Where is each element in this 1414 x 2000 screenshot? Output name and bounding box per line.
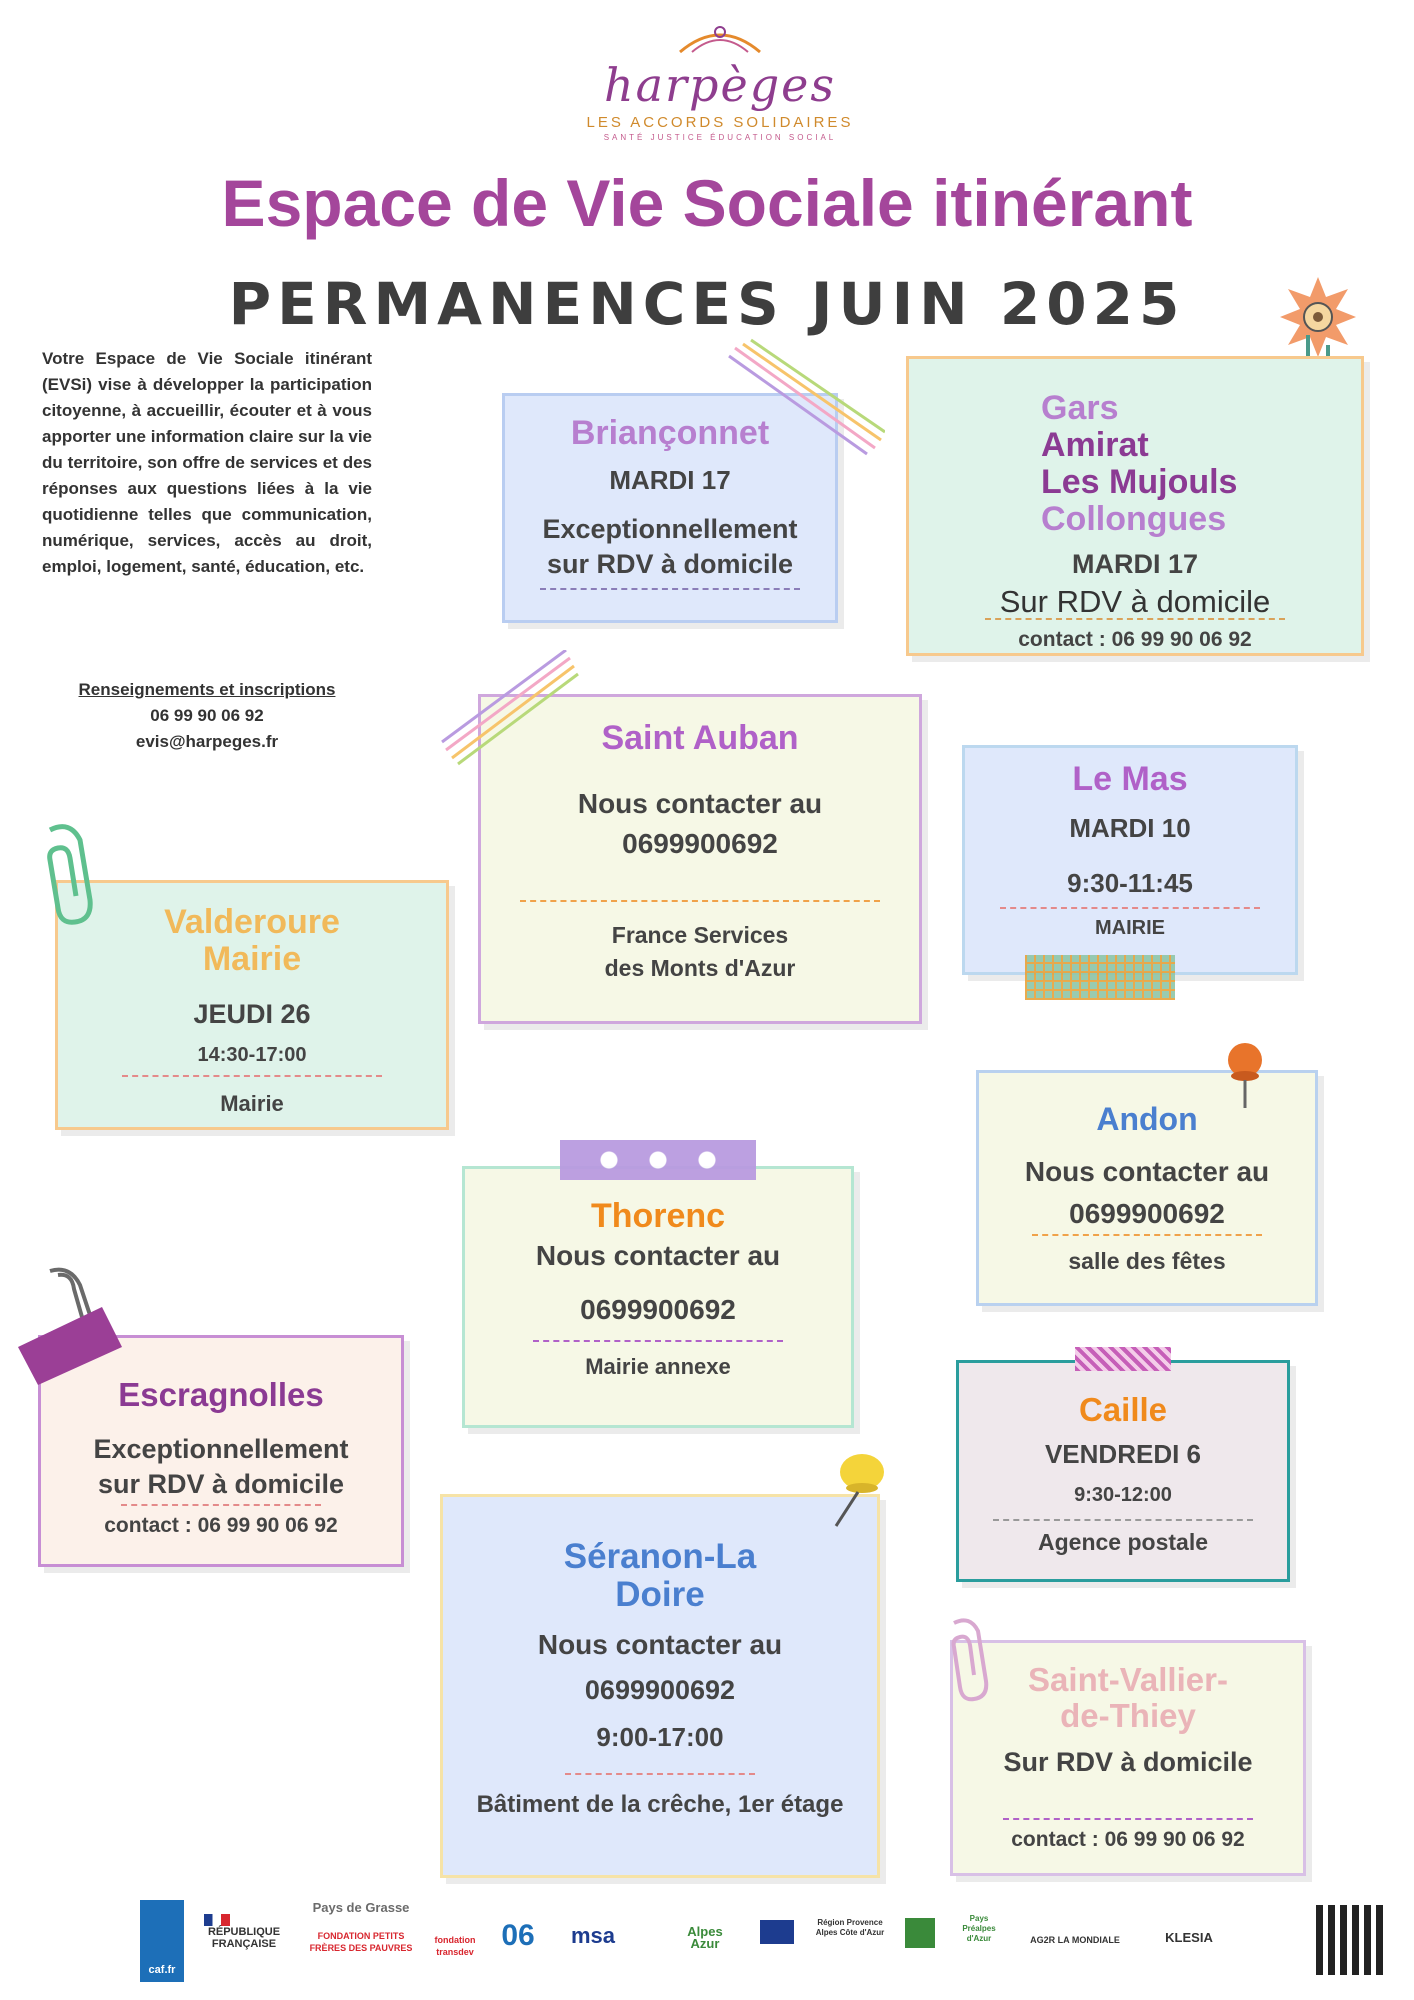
- divider: [1003, 1818, 1253, 1820]
- card-valderoure: [55, 880, 449, 1130]
- divider: [1000, 907, 1260, 909]
- card-place: salle des fêtes: [1068, 1248, 1226, 1274]
- card-title: Doire: [615, 1575, 705, 1614]
- card-title: Saint-Vallier-: [1028, 1661, 1228, 1698]
- card-line: des Monts d'Azur: [604, 955, 796, 981]
- pays-grasse-label: Pays de Grasse: [312, 1900, 410, 1915]
- republique-logo: [204, 1914, 284, 1950]
- card-title: Briançonnet: [570, 414, 770, 452]
- divider: [565, 1773, 755, 1775]
- card-gars: [906, 356, 1364, 656]
- divider: [533, 1340, 783, 1342]
- card-title: Saint Auban: [601, 719, 799, 757]
- card-title: Les Mujouls: [1041, 463, 1238, 501]
- harpeges-logo: [560, 10, 880, 150]
- card-line: 0699900692: [622, 828, 778, 859]
- paperclip-icon: [940, 1615, 1000, 1705]
- paperclip-icon: [30, 820, 100, 930]
- card-caille: [956, 1360, 1290, 1582]
- card-time: 9:00-17:00: [596, 1722, 724, 1752]
- card-place: Bâtiment de la crêche, 1er étage: [476, 1791, 844, 1818]
- fondation-transdev-logo: fondation transdev: [434, 1935, 476, 1957]
- card-time: 9:30-12:00: [1074, 1484, 1172, 1506]
- card-line: Nous contacter au: [537, 1629, 783, 1660]
- card-saint-vallier: [950, 1640, 1306, 1876]
- card-title: Valderoure: [164, 903, 340, 941]
- leader-logo-icon: [905, 1918, 935, 1948]
- card-day: JEUDI 26: [193, 999, 311, 1029]
- card-place: MAIRIE: [1095, 917, 1165, 939]
- card-contact: contact : 06 99 90 06 92: [1011, 1828, 1245, 1851]
- card-title: de-Thiey: [1060, 1697, 1196, 1734]
- card-line: Nous contacter au: [1024, 1156, 1270, 1187]
- msa-logo: msa: [570, 1923, 616, 1948]
- divider: [540, 588, 800, 590]
- divider: [1032, 1234, 1262, 1236]
- card-title: Collongues: [1041, 500, 1227, 538]
- card-thorenc: [462, 1166, 854, 1428]
- petits-freres-label: FONDATION PETITS FRÈRES DES PAUVRES: [309, 1931, 413, 1953]
- card-title: Gars: [1041, 389, 1119, 427]
- yellow-pushpin-icon: [822, 1450, 892, 1530]
- card-line: Exceptionnellement: [93, 1434, 349, 1464]
- card-title: Amirat: [1041, 426, 1149, 464]
- card-seranon: [440, 1494, 880, 1878]
- eu-flag-icon: [760, 1920, 794, 1944]
- card-line: 0699900692: [584, 1675, 736, 1705]
- card-line: Sur RDV à domicile: [999, 584, 1271, 619]
- washi-tape: [1075, 1347, 1171, 1371]
- page-title: Espace de Vie Sociale itinérant: [221, 166, 1193, 240]
- card-title: Caille: [1078, 1391, 1168, 1428]
- washi-tape: [1025, 955, 1175, 1000]
- contact-info: [42, 677, 372, 755]
- caf-label: caf.fr: [148, 1964, 176, 1976]
- departement-logo: 06: [501, 1919, 535, 1952]
- qr-code[interactable]: [1316, 1905, 1386, 1975]
- pays-prealpes-logo: Pays Préalpes d'Azur: [962, 1914, 996, 1943]
- card-line: Sur RDV à domicile: [1003, 1747, 1253, 1777]
- pays-grasse-logo: [306, 1902, 416, 1954]
- sun-logo-icon: [670, 18, 770, 54]
- card-contact: contact : 06 99 90 06 92: [104, 1514, 338, 1537]
- card-line: 0699900692: [580, 1294, 736, 1325]
- card-place: Mairie: [220, 1091, 284, 1116]
- card-line: Exceptionnellement: [542, 514, 798, 544]
- logo-tagline: LES ACCORDS SOLIDAIRES: [586, 114, 854, 131]
- klesia-logo: KLESIA: [1165, 1930, 1213, 1945]
- republique-label: RÉPUBLIQUE FRANÇAISE: [207, 1926, 281, 1950]
- info-phone: 06 99 90 06 92: [150, 706, 264, 725]
- card-line: Nous contacter au: [535, 1240, 781, 1271]
- card-title: Mairie: [202, 940, 302, 978]
- rainbow-stripes-icon: [725, 338, 885, 458]
- divider: [993, 1519, 1253, 1521]
- region-logo: Région Provence Alpes Côte d'Azur: [815, 1918, 885, 1937]
- ag2r-logo: AG2R LA MONDIALE: [1030, 1935, 1120, 1945]
- card-title: Escragnolles: [118, 1376, 324, 1413]
- card-day: MARDI 10: [1069, 813, 1191, 843]
- card-line: Nous contacter au: [577, 788, 823, 819]
- divider: [520, 900, 880, 902]
- card-title: Séranon-La: [563, 1537, 757, 1576]
- partner-logos: [130, 1900, 1390, 1985]
- info-email[interactable]: evis@harpeges.fr: [135, 732, 279, 751]
- intro-text: Votre Espace de Vie Sociale itinérant (EVSi) vise à développer la participation citoyenne, à accueillir, écouter et à vous apporter une information claire sur la vie du territoire, son offre de services et des réponses aux questions liées à la vie quotidienne telles que communication, numérique, services, accès au droit, emploi, logement, santé, éducation, etc.: [42, 349, 372, 576]
- binder-clip-icon: [10, 1265, 130, 1385]
- pushpin-icon: [1220, 1040, 1270, 1110]
- card-place: Agence postale: [1038, 1529, 1208, 1555]
- card-line: sur RDV à domicile: [97, 1469, 345, 1499]
- page-subtitle: PERMANENCES JUIN 2025: [228, 270, 1186, 338]
- card-time: 14:30-17:00: [197, 1044, 307, 1066]
- card-contact: contact : 06 99 90 06 92: [1018, 628, 1252, 651]
- card-day: MARDI 17: [1071, 549, 1199, 579]
- card-line: sur RDV à domicile: [546, 549, 794, 579]
- card-line: 0699900692: [1069, 1198, 1225, 1229]
- card-place: Mairie annexe: [585, 1354, 731, 1379]
- card-day: MARDI 17: [609, 465, 731, 495]
- washi-tape: [560, 1140, 756, 1180]
- logo-word: harpèges: [604, 58, 836, 112]
- caf-logo: [140, 1900, 184, 1982]
- alpes-azur-logo: Alpes Azur: [687, 1924, 723, 1951]
- card-time: 9:30-11:45: [1067, 868, 1193, 898]
- card-le-mas: [962, 745, 1298, 975]
- card-title: Thorenc: [590, 1197, 726, 1235]
- info-heading: Renseignements et inscriptions: [78, 680, 336, 699]
- divider: [122, 1075, 382, 1077]
- card-day: VENDREDI 6: [1044, 1439, 1202, 1469]
- divider: [121, 1504, 321, 1506]
- rainbow-stripes-icon: [440, 650, 580, 770]
- card-line: France Services: [611, 922, 789, 948]
- card-title: Le Mas: [1072, 760, 1188, 798]
- card-title: Andon: [1096, 1101, 1198, 1137]
- logo-domains: SANTÉ JUSTICE ÉDUCATION SOCIAL: [603, 133, 837, 142]
